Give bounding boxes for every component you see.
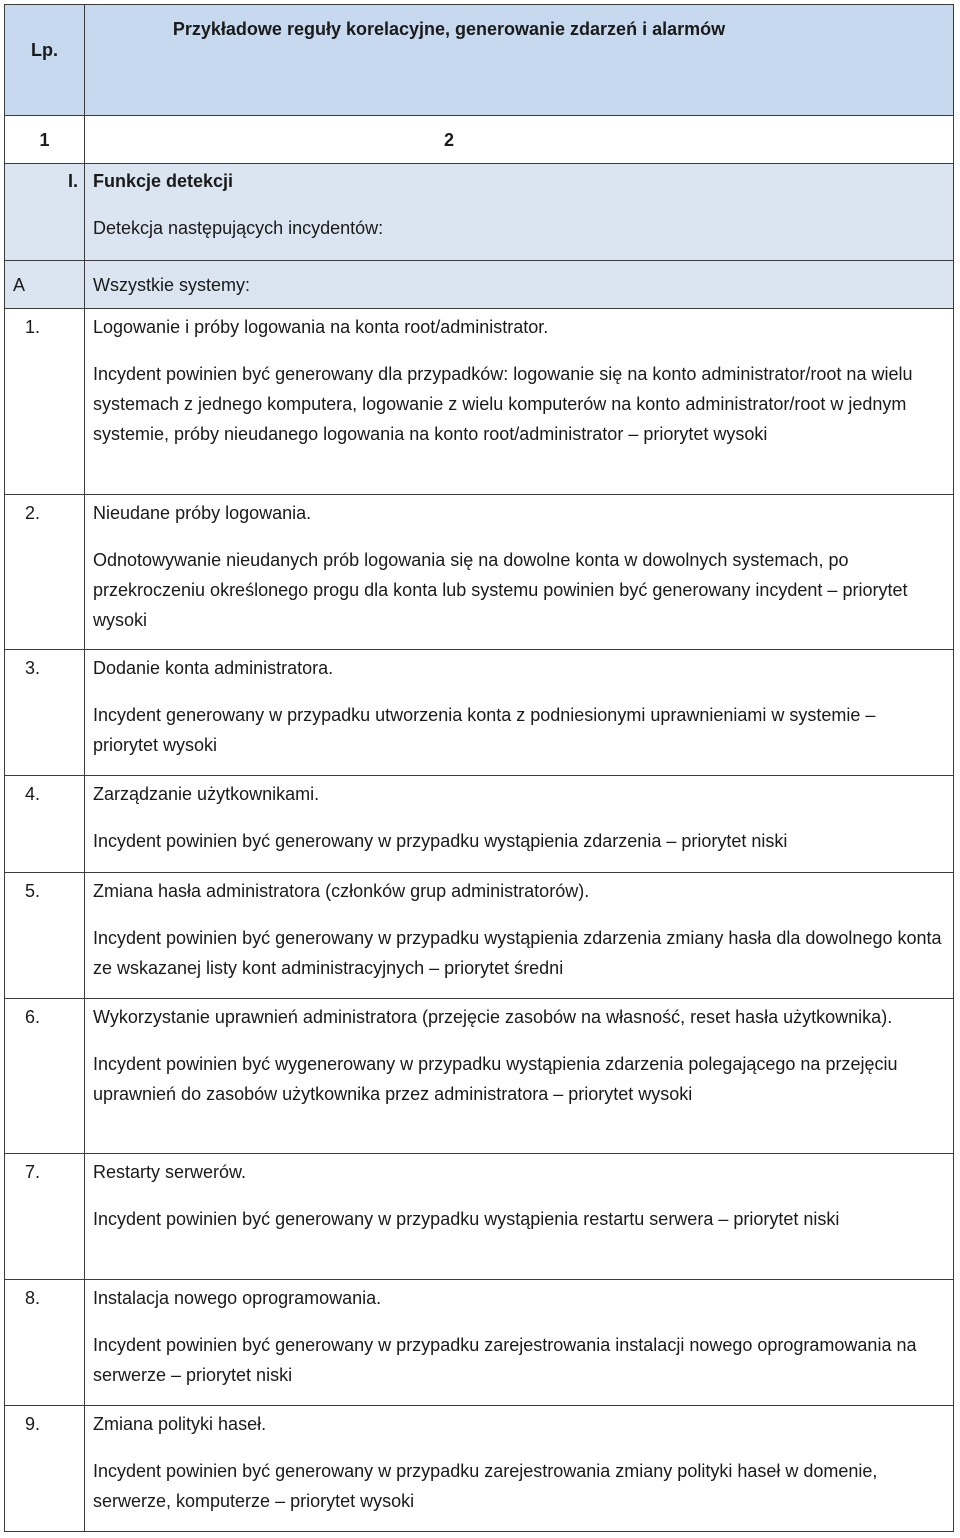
rule-number: 4. — [25, 784, 41, 804]
rule-title: Zmiana hasła administratora (członków grup administratorów). — [93, 881, 590, 901]
section-roman: I. — [67, 171, 78, 191]
table-row — [5, 495, 954, 650]
section-row — [5, 164, 954, 261]
rule-cell — [85, 776, 954, 873]
table-row — [5, 1154, 954, 1280]
rule-description: Incydent powinien być generowany w przypadku wystąpienia zdarzenia zmiany hasła dla dowolnego konta ze wskazanej listy kont administracyjnych – priorytet średni — [93, 928, 942, 978]
rule-number-cell — [5, 495, 85, 650]
column-number-2: 2 — [443, 129, 454, 150]
rule-cell — [85, 1406, 954, 1532]
rule-number-cell — [5, 309, 85, 495]
table-row — [5, 873, 954, 999]
rule-cell — [85, 309, 954, 495]
column-number-2-cell — [85, 116, 954, 164]
rule-title: Wykorzystanie uprawnień administratora (przejęcie zasobów na własność, reset hasła użytkownika). — [93, 1007, 893, 1027]
table-row — [5, 999, 954, 1154]
group-title: Wszystkie systemy: — [93, 274, 251, 295]
rule-title: Zmiana polityki haseł. — [93, 1414, 267, 1434]
rule-cell — [85, 873, 954, 999]
correlation-rules-table — [4, 4, 954, 1532]
table-row — [5, 309, 954, 495]
rule-number-cell — [5, 650, 85, 776]
rule-title: Dodanie konta administratora. — [93, 658, 334, 678]
rule-number: 3. — [25, 658, 41, 678]
section-intro: Detekcja następujących incydentów: — [93, 218, 384, 238]
rule-description: Incydent powinien być generowany w przypadku wystąpienia zdarzenia – priorytet niski — [93, 831, 788, 851]
rule-cell — [85, 1280, 954, 1406]
rule-title: Nieudane próby logowania. — [93, 503, 312, 523]
lp-header-cell — [5, 5, 85, 116]
group-letter: A — [13, 274, 26, 295]
section-roman-cell — [5, 164, 85, 261]
group-letter-cell — [5, 261, 85, 309]
table-row — [5, 650, 954, 776]
rule-number: 8. — [25, 1288, 41, 1308]
rule-number: 6. — [25, 1007, 41, 1027]
table-row — [5, 1406, 954, 1532]
rule-description: Incydent powinien być generowany w przypadku wystąpienia restartu serwera – priorytet niski — [93, 1209, 840, 1229]
rule-description: Incydent powinien być generowany dla przypadków: logowanie się na konto administrator/root na wielu systemach z jednego komputera, logowanie z wielu komputerów na konto administrator/root w jednym systemie, próby nieudanego logowania na konto root/administrator – priorytet wysoki — [93, 364, 913, 444]
rule-description: Incydent powinien być generowany w przypadku zarejestrowania instalacji nowego oprogramowania na serwerze – priorytet niski — [93, 1335, 917, 1385]
rule-number: 1. — [25, 317, 41, 337]
rule-number-cell — [5, 1406, 85, 1532]
column-number-row — [5, 116, 954, 164]
rule-cell — [85, 999, 954, 1154]
rule-title: Zarządzanie użytkownikami. — [93, 784, 320, 804]
section-title: Funkcje detekcji — [93, 171, 234, 191]
rule-number-cell — [5, 1280, 85, 1406]
section-cell — [85, 164, 954, 261]
rule-title: Instalacja nowego oprogramowania. — [93, 1288, 382, 1308]
table-row — [5, 1280, 954, 1406]
rule-cell — [85, 1154, 954, 1280]
table-row — [5, 776, 954, 873]
rule-number-cell — [5, 873, 85, 999]
column-number-1: 1 — [39, 129, 50, 150]
rule-description: Odnotowywanie nieudanych prób logowania się na dowolne konta w dowolnych systemach, po przekroczeniu określonego progu dla konta lub systemu powinien być generowany incydent – priorytet wysoki — [93, 550, 908, 630]
rule-description: Incydent powinien być wygenerowany w przypadku wystąpienia zdarzenia polegającego na przejęciu uprawnień do zasobów użytkownika przez administratora – priorytet wysoki — [93, 1054, 898, 1104]
rule-description: Incydent powinien być generowany w przypadku zarejestrowania zmiany polityki haseł w domenie, serwerze, komputerze – priorytet wysoki — [93, 1461, 878, 1511]
rule-title: Logowanie i próby logowania na konta root/administrator. — [93, 317, 549, 337]
table-header-row — [5, 5, 954, 116]
rule-number-cell — [5, 1154, 85, 1280]
title-header-cell — [85, 5, 954, 116]
lp-header: Lp. — [31, 40, 58, 60]
table-title: Przykładowe reguły korelacyjne, generowanie zdarzeń i alarmów — [172, 19, 726, 39]
rule-description: Incydent generowany w przypadku utworzenia konta z podniesionymi uprawnieniami w systemie – priorytet wysoki — [93, 705, 876, 755]
rule-number: 2. — [25, 503, 41, 523]
column-number-1-cell — [5, 116, 85, 164]
rule-number-cell — [5, 999, 85, 1154]
rule-cell — [85, 495, 954, 650]
rule-number: 9. — [25, 1414, 41, 1434]
group-title-cell — [85, 261, 954, 309]
rule-number: 7. — [25, 1162, 41, 1182]
rule-title: Restarty serwerów. — [93, 1162, 247, 1182]
group-row — [5, 261, 954, 309]
rule-number: 5. — [25, 881, 41, 901]
rule-cell — [85, 650, 954, 776]
rule-number-cell — [5, 776, 85, 873]
